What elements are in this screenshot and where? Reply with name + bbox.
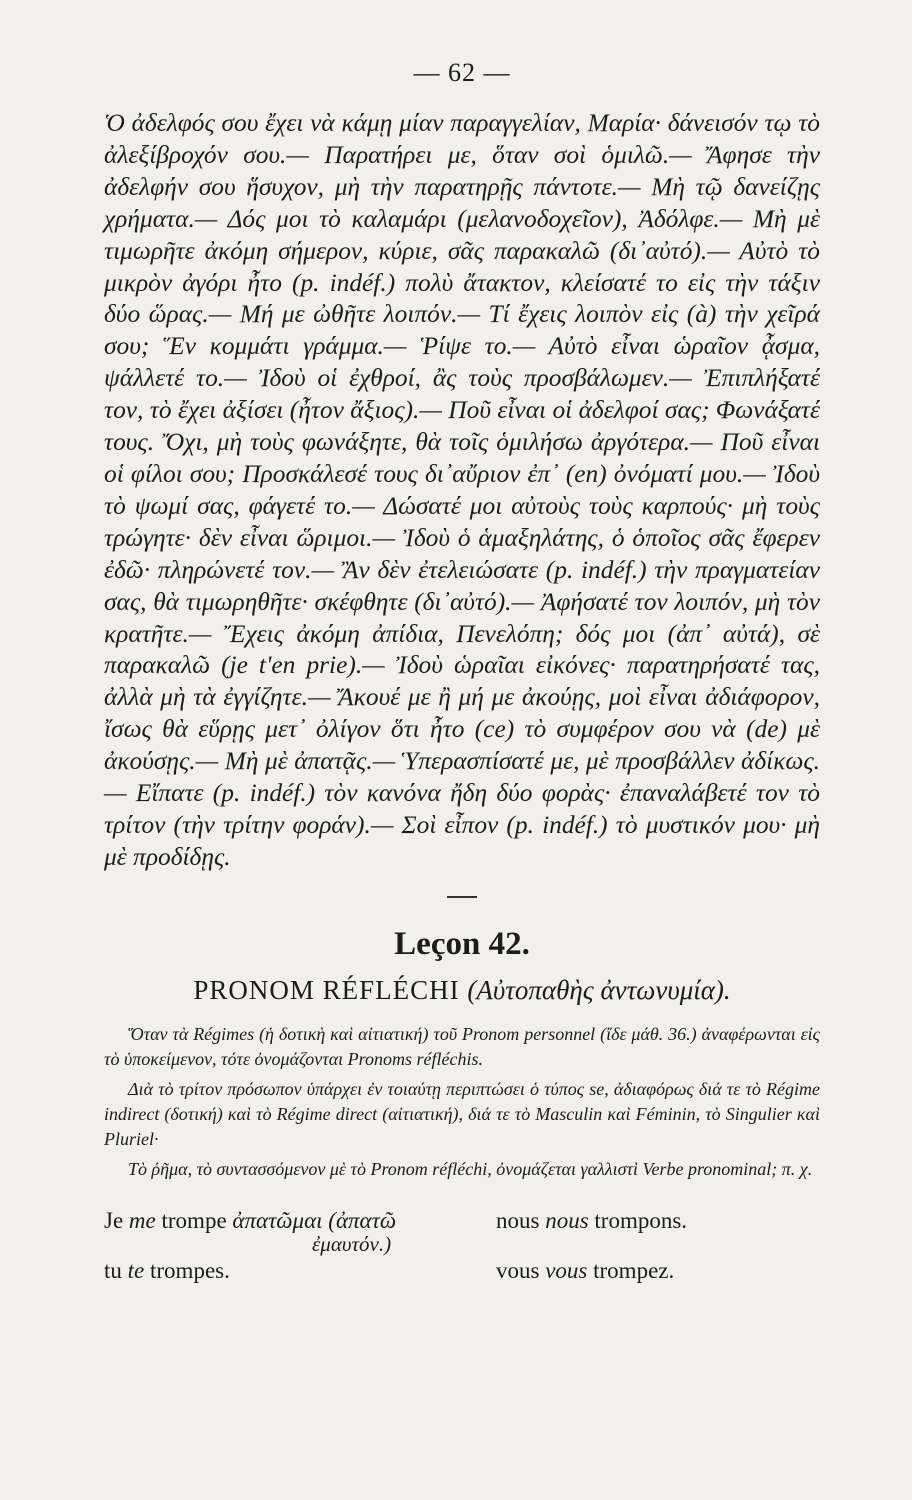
section-title-gr: (Αὐτοπαθὴς ἀντωνυμία). [467,974,731,1005]
greek-gloss-1: ἀπατῶμαι (ἀπατῶ [232,1207,397,1233]
explanation-paragraph-3: Τὸ ῥῆμα, τὸ συντασσόμενον μὲ τὸ Pronom réfléchi, ὀνομάζεται γαλλιστὶ Verbe pronominal; π. χ. [128,1158,813,1179]
conj-2s [104,1258,230,1284]
reflexive-me: me [128,1207,156,1233]
verb-trompe: trompe [161,1207,227,1233]
conj-1p [496,1208,687,1234]
greek-gloss-2: ἐμαυτόν.) [312,1231,392,1256]
verb-trompons: trompons. [594,1207,688,1233]
lesson-title: Leçon 42. [394,925,530,962]
section-title-fr: PRONOM RÉFLÉCHI [193,974,460,1005]
pronoun-tu: tu [104,1257,122,1283]
pronoun-vous: vous [496,1257,540,1283]
conjugation-table [104,1208,820,1308]
reflexive-vous: vous [545,1257,588,1283]
pronoun-je: Je [104,1207,124,1233]
section-divider [447,896,477,898]
exercise-paragraph: Ὁ ἀδελφός σου ἔχει νὰ κάμῃ μίαν παραγγελίαν, Μαρία· δάνεισόν τῳ τὸ ἀλεξίβροχόν σου.— Παρατήρει με, ὅταν σοὶ ὁμιλῶ.— Ἄφησε τὴν ἀδελφήν σου ἥσυχον, μὴ τὴν παρατηρῇς πάντοτε.— Μὴ τῷ δανείζῃς χρήματα.— Δός μοι τὸ καλαμάρι (μελανοδοχεῖον), Ἀδόλφε.— Μὴ μὲ τιμωρῆτε ἀκόμη σήμερον, κύριε, σᾶς παρακαλῶ (δι᾽αὐτό).— Αὐτὸ τὸ μικρὸν ἀγόρι ἦτο (p. indéf.) πολὺ ἄτακτον, κλείσατέ το εἰς τὴν τάξιν δύο ὥρας.— Μή με ὠθῆτε λοιπόν.— Τί ἔχεις λοιπὸν εἰς (à) τὴν χεῖρά σου; Ἕν κομμάτι γράμμα.— Ῥίψε το.— Αὐτὸ εἶναι ὡραῖον ᾆσμα, ψάλλετέ το.— Ἰδοὺ οἱ ἐχθροί, ἂς τοὺς προσβάλωμεν.— Ἐπιπλήξατέ τον, τὸ ἔχει ἀξίσει (ἦτον ἄξιος).— Ποῦ εἶναι οἱ ἀδελφοί σας; Φωνάξατέ τους. Ὄχι, μὴ τοὺς φωνάξητε, θὰ τοῖς ὁμιλήσω ἀργότερα.— Ποῦ εἶναι οἱ φίλοι σου; Προσκάλεσέ τους δι᾽αὔριον ἐπ᾽ (en) ὀνόματί μου.— Ἰδοὺ τὸ ψωμί σας, φάγετέ το.— Δώσατέ μοι αὐτοὺς τοὺς καρπούς· μὴ τοὺς τρώγητε· δὲν εἶναι ὥριμοι.— Ἰδοὺ ὁ ἁμαξηλάτης, ὁ ὁποῖος σᾶς ἔφερεν ἐδῶ· πληρώνετέ τον.— Ἂν δὲν ἐτελειώσατε (p. indéf.) τὴν πραγματείαν σας, θὰ τιμωρηθῆτε· σκέφθητε (δι᾽αὐτό).— Ἀφήσατέ τον λοιπόν, μὴ τὸν κρατῆτε.— Ἔχεις ἀκόμη ἀπίδια, Πενελόπη; δός μοι (ἀπ᾽ αὐτά), σὲ παρακαλῶ (je t'en prie).— Ἰδοὺ ὡραῖαι εἰκόνες· παρατηρήσατέ τας, ἀλλὰ μὴ τὰ ἐγγίζητε.— Ἄκουέ με ἢ μή με ἀκούῃς, μοὶ εἶναι ἀδιάφορον, ἴσως θὰ εὕρῃς μετ᾽ ὀλίγον ὅτι ἦτο (ce) τὸ συμφέρον σου νὰ (de) μὲ ἀκούσῃς.— Μὴ μὲ ἀπατᾷς.— Ὑπερασπίσατέ με, μὲ προσβάλλεν ἀδίκως.— Εἴπατε (p. indéf.) τὸν κανόνα ἤδη δύο φορὰς· ἐπαναλάβετέ τον τὸ τρίτον (τὴν τρίτην φοράν).— Σοὶ εἶπον (p. indéf.) τὸ μυστικόν μου· μὴ μὲ προδίδῃς. [104,109,820,871]
section-title [104,975,820,1006]
verb-trompes: trompes. [150,1257,230,1283]
conjugation-row-2 [104,1258,820,1308]
explanation-paragraph-2: Διὰ τὸ τρίτον πρόσωπον ὑπάρχει ἐν τοιαύτῃ περιπτώσει ὁ τύπος se, ἀδιαφόρως διά τε τὸ Régime indirect (δοτική) καὶ τὸ Régime direct (αἰτιατική), διά τε τὸ Masculin καὶ Féminin, τὸ Singulier καὶ Pluriel· [104,1078,820,1149]
pronoun-nous: nous [496,1207,540,1233]
conj-1s [104,1208,396,1257]
page-number: — 62 — [413,58,511,87]
reflexive-te: te [127,1257,145,1283]
explanation [104,1022,820,1182]
verb-trompez: trompez. [593,1257,675,1283]
reflexive-nous: nous [545,1207,589,1233]
explanation-paragraph-1: Ὅταν τὰ Régimes (ἡ δοτικὴ καὶ αἰτιατική) τοῦ Pronom personnel (ἴδε μάθ. 36.) ἀναφέρωνται εἰς τὸ ὑποκείμενον, τότε ὀνομάζονται Pronoms réfléchis. [104,1023,820,1069]
conjugation-row-1 [104,1208,820,1258]
conj-2p [496,1258,674,1284]
